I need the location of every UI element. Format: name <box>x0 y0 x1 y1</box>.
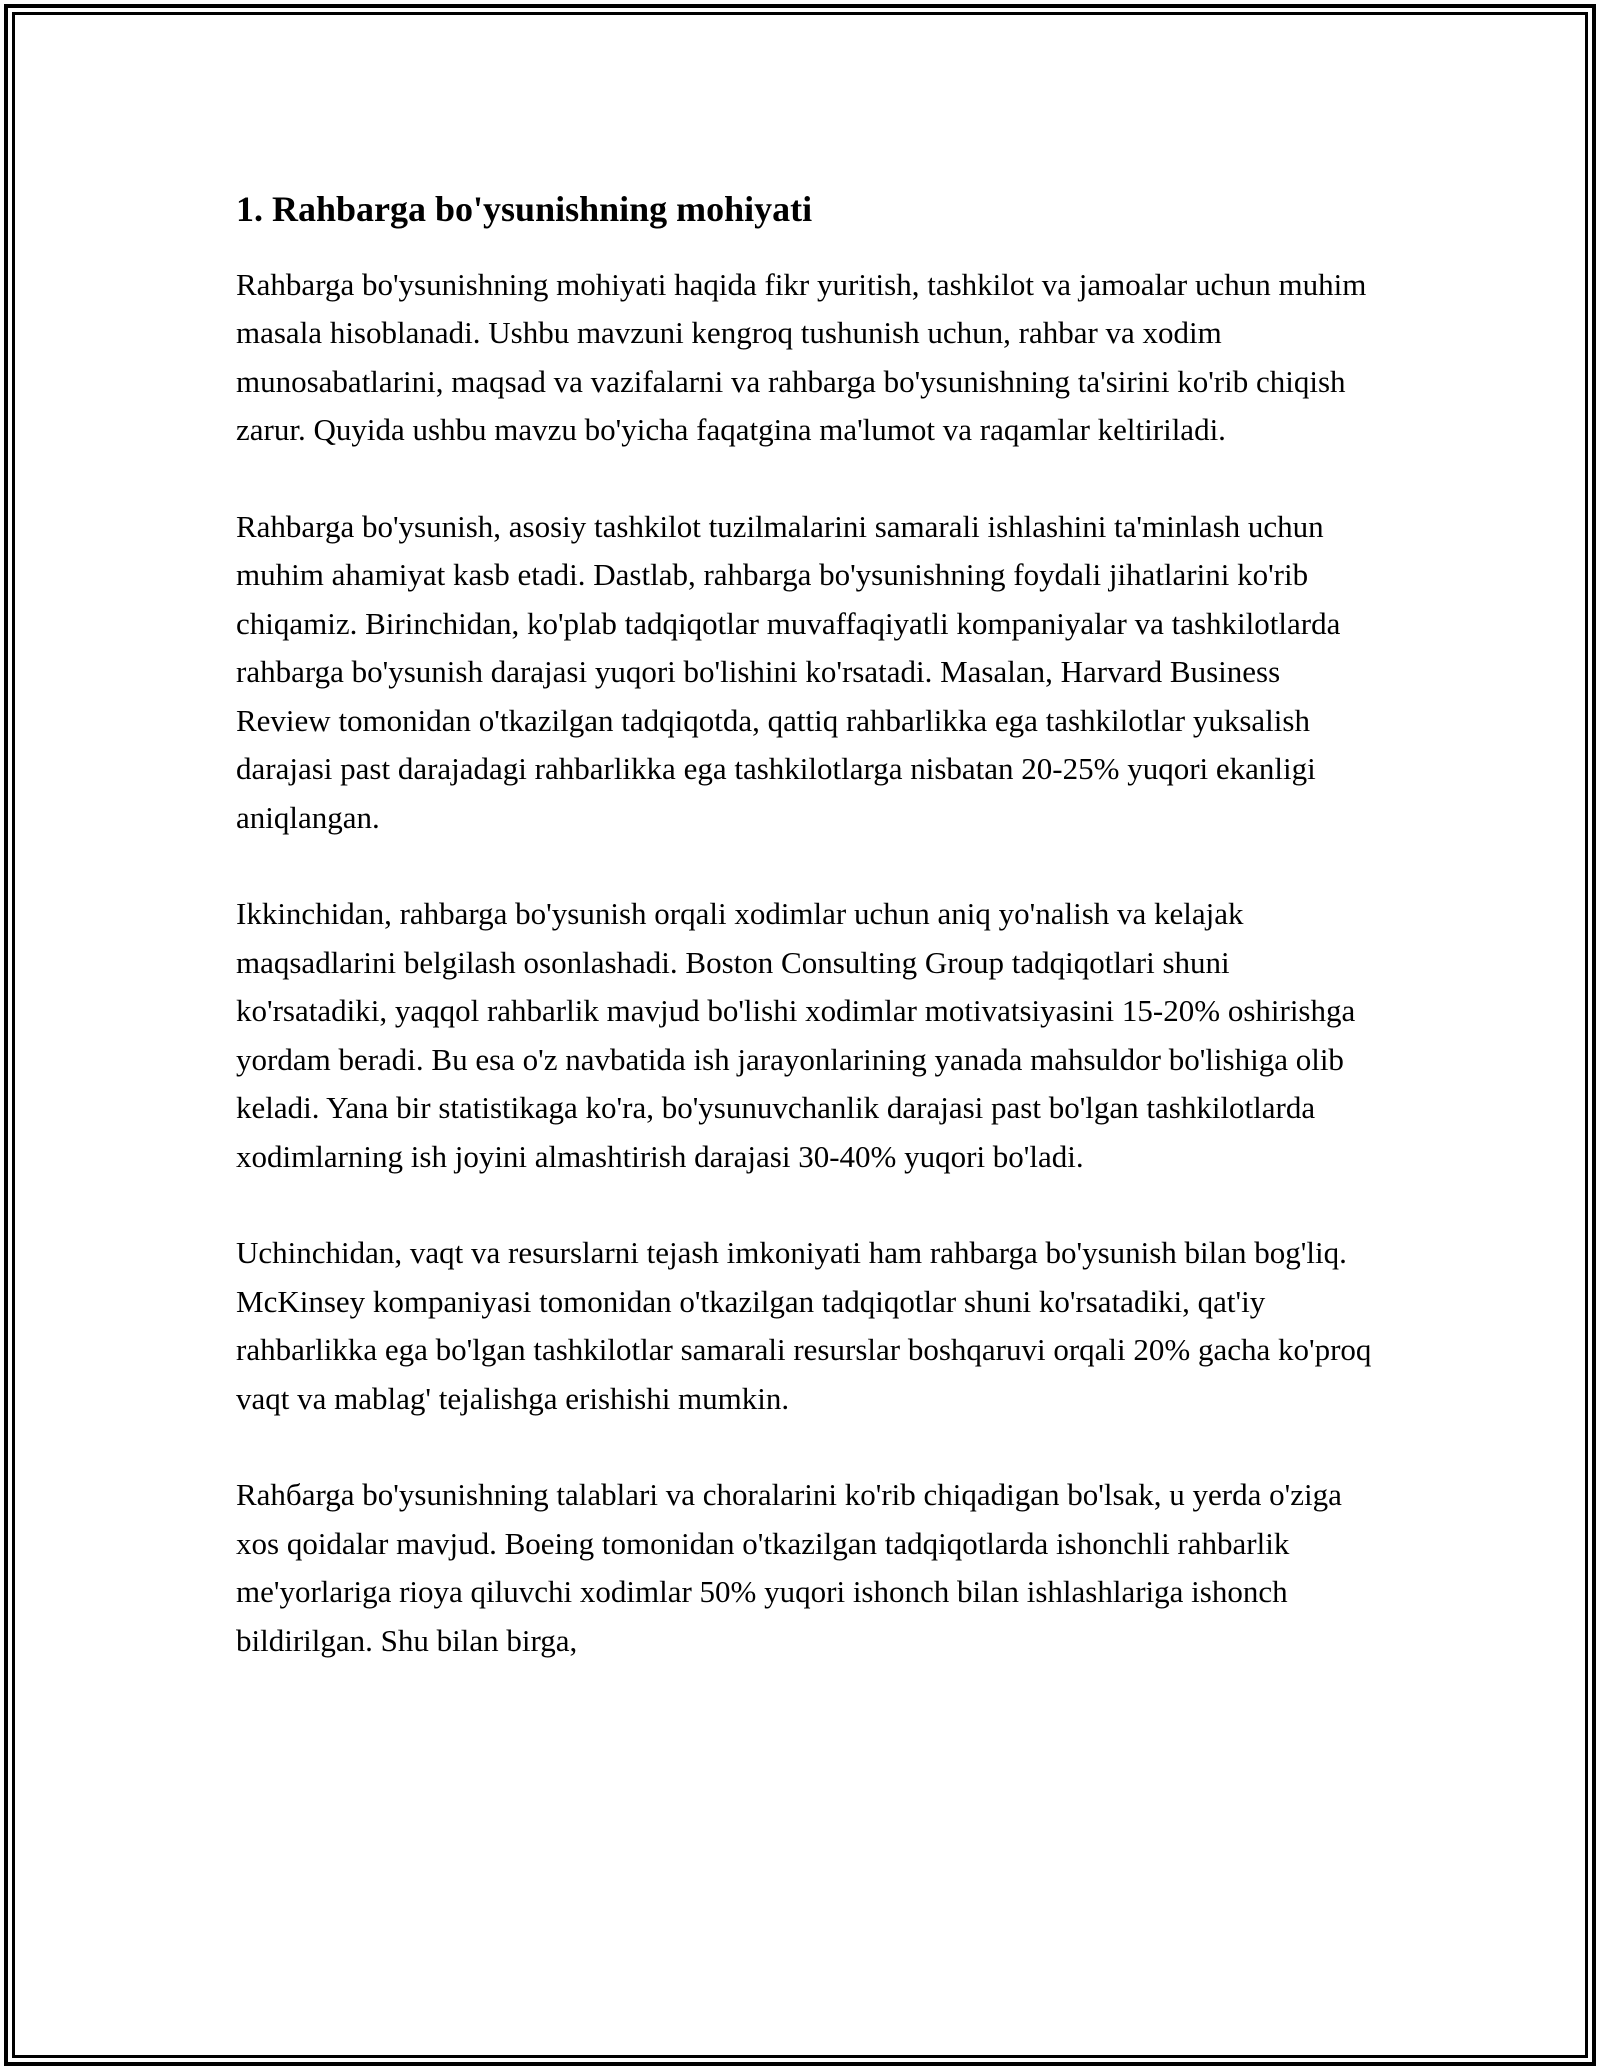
paragraph-4: Uchinchidan, vaqt va resurslarni tejash imkoniyati ham rahbarga bo'ysunish bilan bog'liq. McKinsey kompaniyasi tomonidan o'tkazilgan tadqiqotlar shuni ko'rsatadiki, qat'iy rahbarlikka ega bo'lgan tashkilotlar samarali resurslar boshqaruvi orqali 20% gacha ko'proq vaqt va mablag' tejalishga erishishi mumkin. <box>236 1235 1372 1416</box>
paragraph-3: Ikkinchidan, rahbarga bo'ysunish orqali xodimlar uchun aniq yo'nalish va kelajak maqsadlarini belgilash osonlashadi. Boston Consulting Group tadqiqotlari shuni ko'rsatadiki, yaqqol rahbarlik mavjud bo'lishi xodimlar motivatsiyasini 15-20% oshirishga yordam beradi. Bu esa o'z navbatida ish jarayonlarining yanada mahsuldor bo'lishiga olib keladi. Yana bir statistikaga ko'ra, bo'ysunuvchanlik darajasi past bo'lgan tashkilotlarda xodimlarning ish joyini almashtirish darajasi 30-40% yuqori bo'ladi. <box>236 896 1356 1174</box>
document-body <box>236 186 1376 1713</box>
section-heading: 1. Rahbarga bo'ysunishning mohiyati <box>236 189 813 229</box>
paragraph-2: Rahbarga bo'ysunish, asosiy tashkilot tuzilmalarini samarali ishlashini ta'minlash uchun muhim ahamiyat kasb etadi. Dastlab, rahbarga bo'ysunishning foydali jihatlarini ko'rib chiqamiz. Birinchidan, ko'plab tadqiqotlar muvaffaqiyatli kompaniyalar va tashkilotlarda rahbarga bo'ysunish darajasi yuqori bo'lishini ko'rsatadi. Masalan, Harvard Business Review tomonidan o'tkazilgan tadqiqotda, qattiq rahbarlikka ega tashkilotlar yuksalish darajasi past darajadagi rahbarlikka ega tashkilotlarga nisbatan 20-25% yuqori ekanligi aniqlangan. <box>236 508 1341 835</box>
paragraph-5: Rahбarga bo'ysunishning talablari va choralarini ko'rib chiqadigan bo'lsak, u yerda o'ziga xos qoidalar mavjud. Boeing tomonidan o'tkazilgan tadqiqotlarda ishonchli rahbarlik me'yorlariga rioya qiluvchi xodimlar 50% yuqori ishonch bilan ishlashlariga ishonch bildirilgan. Shu bilan birga, <box>236 1477 1342 1658</box>
paragraph-1: Rahbarga bo'ysunishning mohiyati haqida fikr yuritish, tashkilot va jamoalar uchun muhim masala hisoblanadi. Ushbu mavzuni kengroq tushunish uchun, rahbar va xodim munosabatlarini, maqsad va vazifalarni va rahbarga bo'ysunishning ta'sirini ko'rib chiqish zarur. Quyida ushbu mavzu bo'yicha faqatgina ma'lumot va raqamlar keltiriladi. <box>236 266 1367 448</box>
